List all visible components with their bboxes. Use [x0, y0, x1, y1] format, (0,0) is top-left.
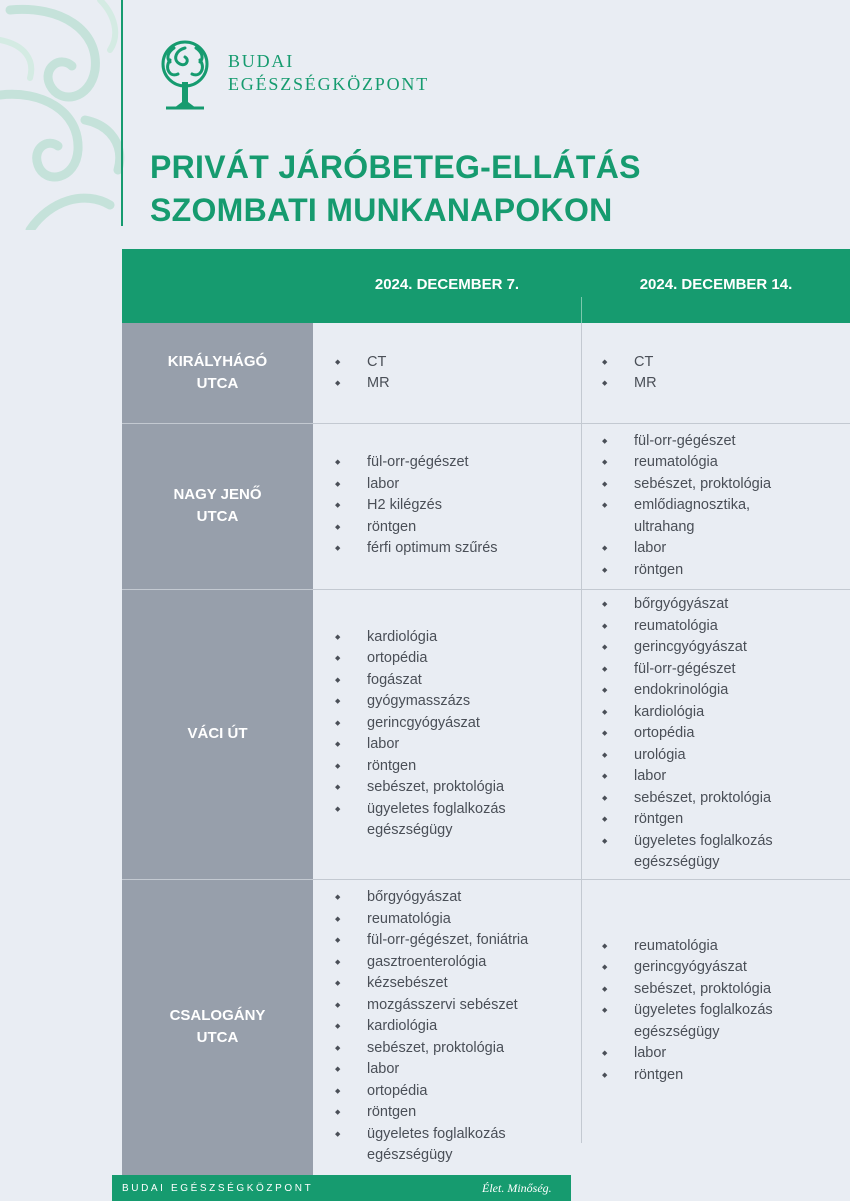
- service-item: ◆ ortopédia: [335, 648, 506, 670]
- service-item: ◆ sebészet, proktológia: [602, 474, 771, 496]
- service-item: ◆ ügyeletes foglalkozás egészségügy: [335, 1124, 528, 1167]
- service-item: ◆ labor: [335, 1059, 528, 1081]
- service-item: ◆ fül-orr-gégészet: [602, 431, 771, 453]
- row-label-line: KIRÁLYHÁGÓ: [167, 353, 268, 370]
- service-item: ◆ sebészet, proktológia: [335, 777, 506, 799]
- service-item: ◆ röntgen: [335, 756, 506, 778]
- service-item: ◆ bőrgyógyászat: [602, 594, 773, 616]
- service-item: ◆ CT: [602, 352, 657, 374]
- service-item: ◆ röntgen: [335, 1102, 528, 1124]
- service-item: ◆ sebészet, proktológia: [602, 979, 773, 1001]
- cell-nagy-jeno-dec7: [335, 423, 498, 589]
- service-item: ◆ röntgen: [335, 517, 498, 539]
- cell-csalogany-dec14: [602, 879, 773, 1143]
- row-label-line: CSALOGÁNY: [169, 1007, 266, 1024]
- row-label-csalogany: [122, 879, 313, 1175]
- brand-name: [228, 50, 429, 96]
- brand-line-1: BUDAI: [228, 51, 294, 71]
- service-list: [335, 452, 498, 560]
- footer-slogan: Élet. Minőség.: [482, 1181, 552, 1195]
- row-label-line: NAGY JENŐ: [173, 486, 262, 503]
- service-item: ◆ gerincgyógyászat: [602, 637, 773, 659]
- service-item: ◆ MR: [602, 373, 657, 395]
- cell-nagy-jeno-dec14: [602, 423, 771, 589]
- swirl-decoration: [0, 0, 130, 230]
- row-label-vaci-ut: [122, 589, 313, 879]
- row-label-line: VÁCI ÚT: [187, 725, 248, 742]
- service-item: ◆ emlődiagnosztika, ultrahang: [602, 495, 771, 538]
- service-item: ◆ labor: [335, 474, 498, 496]
- service-item: ◆ urológia: [602, 745, 773, 767]
- cell-kiralyhago-dec14: [602, 323, 657, 423]
- service-item: ◆ sebészet, proktológia: [335, 1038, 528, 1060]
- service-item: ◆ ügyeletes foglalkozás egészségügy: [335, 799, 506, 842]
- service-item: ◆ gerincgyógyászat: [335, 713, 506, 735]
- service-item: ◆ kardiológia: [602, 702, 773, 724]
- row-label-line: UTCA: [196, 508, 239, 525]
- service-item: ◆ gerincgyógyászat: [602, 957, 773, 979]
- title-line-1: PRIVÁT JÁRÓBETEG-ELLÁTÁS: [150, 149, 641, 185]
- column-divider: [581, 323, 582, 1143]
- service-item: ◆ kézsebészet: [335, 973, 528, 995]
- row-label-nagy-jeno: [122, 423, 313, 589]
- service-item: ◆ labor: [602, 766, 773, 788]
- service-item: ◆ röntgen: [602, 560, 771, 582]
- service-item: ◆ ortopédia: [602, 723, 773, 745]
- title-line-2: SZOMBATI MUNKANAPOKON: [150, 192, 613, 228]
- page-title: [150, 146, 641, 232]
- cell-kiralyhago-dec7: [335, 323, 390, 423]
- service-item: ◆ labor: [602, 1043, 773, 1065]
- service-item: ◆ röntgen: [602, 1065, 773, 1087]
- service-item: ◆ reumatológia: [602, 616, 773, 638]
- service-item: ◆ ortopédia: [335, 1081, 528, 1103]
- service-list: [602, 431, 771, 582]
- cell-vaci-ut-dec14: [602, 589, 773, 879]
- service-item: ◆ H2 kilégzés: [335, 495, 498, 517]
- service-item: ◆ reumatológia: [602, 452, 771, 474]
- service-item: ◆ gyógymasszázs: [335, 691, 506, 713]
- table-header: [122, 249, 850, 323]
- service-item: ◆ gasztroenterológia: [335, 952, 528, 974]
- row-label-kiralyhago: [122, 323, 313, 423]
- header-accent-line: [121, 0, 123, 226]
- service-item: ◆ reumatológia: [602, 936, 773, 958]
- tree-logo-icon: [152, 38, 218, 112]
- service-item: ◆ röntgen: [602, 809, 773, 831]
- service-item: ◆ fül-orr-gégészet, foniátria: [335, 930, 528, 952]
- service-item: ◆ labor: [335, 734, 506, 756]
- service-list: [602, 594, 773, 874]
- column-header-dec-14: 2024. DECEMBER 14.: [639, 276, 793, 293]
- service-item: ◆ férfi optimum szűrés: [335, 538, 498, 560]
- service-item: ◆ sebészet, proktológia: [602, 788, 773, 810]
- service-item: ◆ ügyeletes foglalkozás egészségügy: [602, 1000, 773, 1043]
- service-item: ◆ fül-orr-gégészet: [335, 452, 498, 474]
- footer-bar: [112, 1175, 571, 1201]
- cell-vaci-ut-dec7: [335, 589, 506, 879]
- service-item: ◆ reumatológia: [335, 909, 528, 931]
- service-item: ◆ fül-orr-gégészet: [602, 659, 773, 681]
- footer-brand: BUDAI EGÉSZSÉGKÖZPONT: [122, 1183, 314, 1194]
- row-label-line: UTCA: [196, 375, 239, 392]
- service-item: ◆ bőrgyógyászat: [335, 887, 528, 909]
- service-item: ◆ kardiológia: [335, 1016, 528, 1038]
- column-header-dec-7: 2024. DECEMBER 7.: [374, 276, 520, 293]
- header-divider: [581, 297, 582, 323]
- service-list: [602, 352, 657, 395]
- service-item: ◆ endokrinológia: [602, 680, 773, 702]
- service-list: [335, 352, 390, 395]
- service-list: [602, 936, 773, 1087]
- cell-csalogany-dec7: [335, 879, 528, 1175]
- service-item: ◆ mozgásszervi sebészet: [335, 995, 528, 1017]
- service-list: [335, 887, 528, 1167]
- service-list: [335, 627, 506, 842]
- brand-line-2: EGÉSZSÉGKÖZPONT: [228, 74, 429, 94]
- service-item: ◆ fogászat: [335, 670, 506, 692]
- service-item: ◆ CT: [335, 352, 390, 374]
- service-item: ◆ kardiológia: [335, 627, 506, 649]
- service-item: ◆ ügyeletes foglalkozás egészségügy: [602, 831, 773, 874]
- service-item: ◆ MR: [335, 373, 390, 395]
- row-label-line: UTCA: [196, 1029, 239, 1046]
- service-item: ◆ labor: [602, 538, 771, 560]
